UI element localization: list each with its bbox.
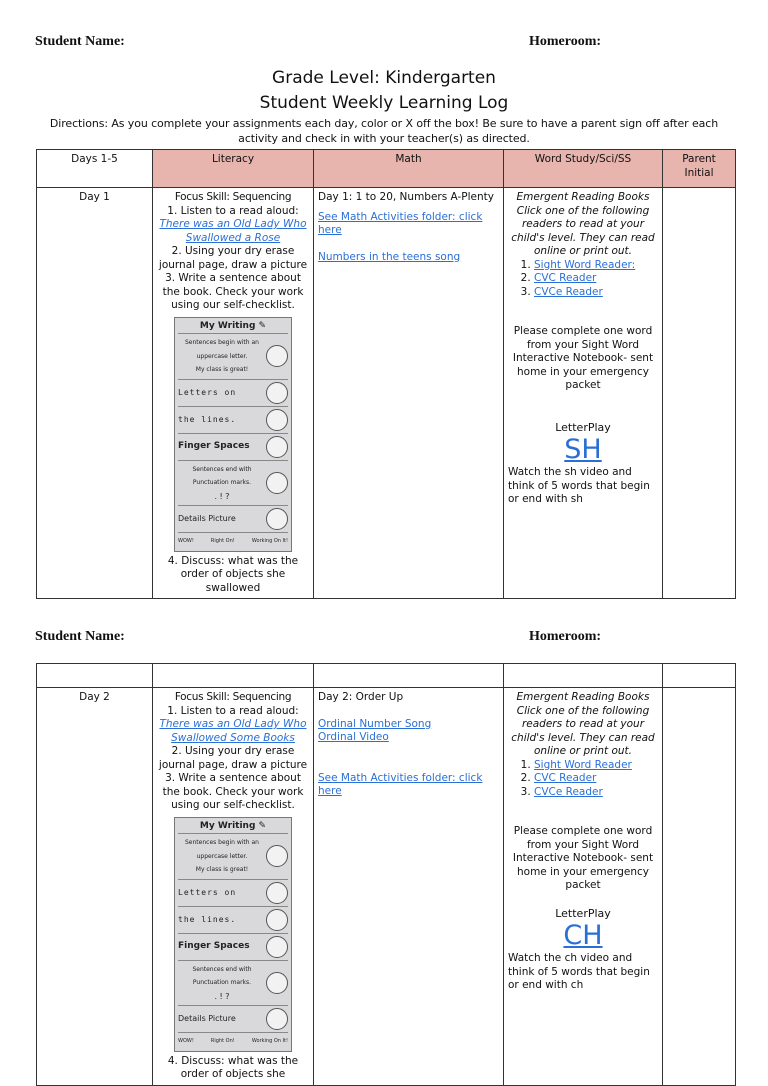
circle-icon — [266, 345, 288, 367]
circle-icon — [266, 436, 288, 458]
circle-icon — [266, 845, 288, 867]
lit-step-4: 4. Discuss: what was the order of objects she swallowed — [167, 554, 299, 594]
circle-icon — [266, 972, 288, 994]
sight-word-reader-link[interactable]: Sight Word Reader: — [534, 258, 636, 271]
blank-cell — [663, 664, 736, 688]
foot-working: Working On It! — [251, 1038, 288, 1044]
circle-icon — [266, 909, 288, 931]
col-header-literacy: Literacy — [153, 150, 314, 188]
lit-step-1: 1. Listen to a read aloud: — [167, 704, 299, 717]
lit-step-3: 3. Write a sentence about the book. Check your work using our self-checklist. — [162, 772, 304, 811]
checklist-row-1: Sentences begin with an uppercase letter. — [185, 839, 259, 860]
math-title: Day 1: 1 to 20, Numbers A-Plenty — [318, 191, 494, 203]
lit-step-2: 2. Using your dry erase journal page, draw a picture — [158, 245, 308, 271]
cvce-reader-link[interactable]: CVCe Reader — [534, 285, 603, 298]
parent-initial-cell[interactable] — [663, 688, 736, 1086]
teens-song-link[interactable]: Numbers in the teens song — [318, 250, 461, 263]
checklist-row-3: Finger Spaces — [178, 940, 250, 951]
circle-icon — [266, 409, 288, 431]
learning-log-table-2 — [36, 663, 736, 1086]
ch-watch-text: Watch the ch video and think of 5 words that begin or end with ch — [508, 952, 650, 991]
math-cell — [314, 688, 504, 1086]
foot-right-on: Right On! — [210, 538, 235, 544]
circle-icon — [266, 472, 288, 494]
circle-icon — [266, 936, 288, 958]
word-study-cell — [504, 688, 663, 1086]
ch-video-link[interactable]: CH — [563, 920, 603, 951]
focus-skill: Focus Skill: Sequencing — [174, 191, 292, 203]
focus-skill: Focus Skill: Sequencing — [174, 691, 292, 703]
foot-right-on: Right On! — [210, 1038, 235, 1044]
checklist-row-1b: My class is great! — [195, 866, 249, 873]
blank-cell — [37, 664, 153, 688]
checklist-row-1: Sentences begin with an uppercase letter. — [185, 339, 259, 360]
checklist-row-3: Finger Spaces — [178, 440, 250, 451]
blank-header-row — [37, 664, 736, 688]
emergent-reading-intro: Emergent Reading Books Click one of the following readers to read at your child's level. They can read online or print out. — [511, 191, 655, 257]
ordinal-video-link[interactable]: Ordinal Video — [318, 731, 389, 743]
blank-cell — [504, 664, 663, 688]
checklist-title: My Writing ✎ — [199, 320, 267, 331]
parent-initial-cell[interactable] — [663, 188, 736, 599]
math-activities-link[interactable]: See Math Activities folder: click here — [318, 210, 483, 236]
sight-word-reader-link[interactable]: Sight Word Reader — [534, 758, 632, 771]
homeroom-label: Homeroom: — [529, 34, 602, 49]
math-activities-link[interactable]: See Math Activities folder: click here — [318, 771, 483, 797]
circle-icon — [266, 882, 288, 904]
col-header-word-study: Word Study/Sci/SS — [504, 150, 663, 188]
col-header-math: Math — [314, 150, 504, 188]
ordinal-song-link[interactable]: Ordinal Number Song — [318, 717, 432, 730]
sh-watch-text: Watch the sh video and think of 5 words that begin or end with sh — [508, 466, 650, 505]
lit-step-1: 1. Listen to a read aloud: — [167, 204, 299, 217]
checklist-row-5: Details Picture — [178, 514, 236, 524]
letterplay-label: LetterPlay — [555, 420, 611, 434]
cvc-reader-link[interactable]: CVC Reader — [534, 772, 597, 784]
grade-level-title: Grade Level: Kindergarten — [272, 68, 496, 88]
cvc-reader-link[interactable]: CVC Reader — [534, 272, 597, 284]
checklist-row-4: Sentences end with Punctuation marks. — [192, 965, 252, 986]
letterplay-label: LetterPlay — [555, 906, 611, 920]
homeroom-label-2: Homeroom: — [529, 629, 602, 644]
literacy-cell — [153, 188, 314, 599]
day-label: Day 2 — [37, 688, 153, 1086]
student-name-label: Student Name: — [35, 34, 125, 49]
checklist-row-5: Details Picture — [178, 1014, 236, 1024]
lit-step-4: 4. Discuss: what was the order of objects she — [167, 1054, 299, 1080]
circle-icon — [266, 382, 288, 404]
readers-list — [508, 759, 658, 800]
table-row-day1 — [37, 188, 736, 599]
lit-step-2: 2. Using your dry erase journal page, draw a picture — [158, 745, 308, 771]
read-aloud-link[interactable]: There was an Old Lady Who Swallowed Some Books — [159, 718, 307, 744]
self-checklist-image — [174, 817, 292, 1052]
cvce-reader-link[interactable]: CVCe Reader — [534, 785, 603, 798]
blank-cell — [314, 664, 504, 688]
col-header-parent-initial: Parent Initial — [663, 150, 736, 188]
sight-word-task: Please complete one word from your Sight Word Interactive Notebook- sent home in your emergency packet — [512, 325, 654, 391]
day-label: Day 1 — [37, 188, 153, 599]
col-header-days: Days 1-5 — [37, 150, 153, 188]
directions-text: Directions: As you complete your assignments each day, color or X off the box! Be sure to have a parent sign off after each activity and check in with your teacher(s) as directed. — [49, 117, 719, 145]
log-title: Student Weekly Learning Log — [259, 93, 509, 113]
checklist-row-2a: Letters on — [178, 387, 237, 397]
student-name-label-2: Student Name: — [35, 629, 125, 644]
learning-log-table-1 — [36, 149, 736, 599]
checklist-title: My Writing ✎ — [199, 820, 267, 831]
literacy-cell — [153, 688, 314, 1086]
circle-icon — [266, 508, 288, 530]
math-title: Day 2: Order Up — [318, 691, 404, 703]
lit-step-3: 3. Write a sentence about the book. Check your work using our self-checklist. — [162, 272, 304, 311]
word-study-cell — [504, 188, 663, 599]
pencil-icon: ✎ — [258, 320, 267, 331]
checklist-row-1b: My class is great! — [195, 366, 249, 373]
checklist-row-4: Sentences end with Punctuation marks. — [192, 465, 252, 486]
readers-list — [508, 259, 658, 300]
checklist-row-4b: . ! ? — [214, 491, 230, 501]
checklist-row-4b: . ! ? — [214, 991, 230, 1001]
sh-video-link[interactable]: SH — [564, 434, 602, 465]
foot-working: Working On It! — [251, 538, 288, 544]
blank-cell — [153, 664, 314, 688]
table-row-day2 — [37, 688, 736, 1086]
pencil-icon: ✎ — [258, 820, 267, 831]
foot-wow: WOW! — [178, 1038, 194, 1044]
checklist-row-2b: the lines. — [178, 414, 237, 424]
emergent-reading-intro: Emergent Reading Books Click one of the following readers to read at your child's level. They can read online or print out. — [511, 691, 655, 757]
checklist-row-2b: the lines. — [178, 914, 237, 924]
checklist-row-2a: Letters on — [178, 887, 237, 897]
self-checklist-image — [174, 317, 292, 552]
circle-icon — [266, 1008, 288, 1030]
math-cell — [314, 188, 504, 599]
sight-word-task: Please complete one word from your Sight Word Interactive Notebook- sent home in your emergency packet — [512, 825, 654, 891]
foot-wow: WOW! — [178, 538, 194, 544]
read-aloud-link[interactable]: There was an Old Lady Who Swallowed a Rose — [159, 218, 307, 244]
